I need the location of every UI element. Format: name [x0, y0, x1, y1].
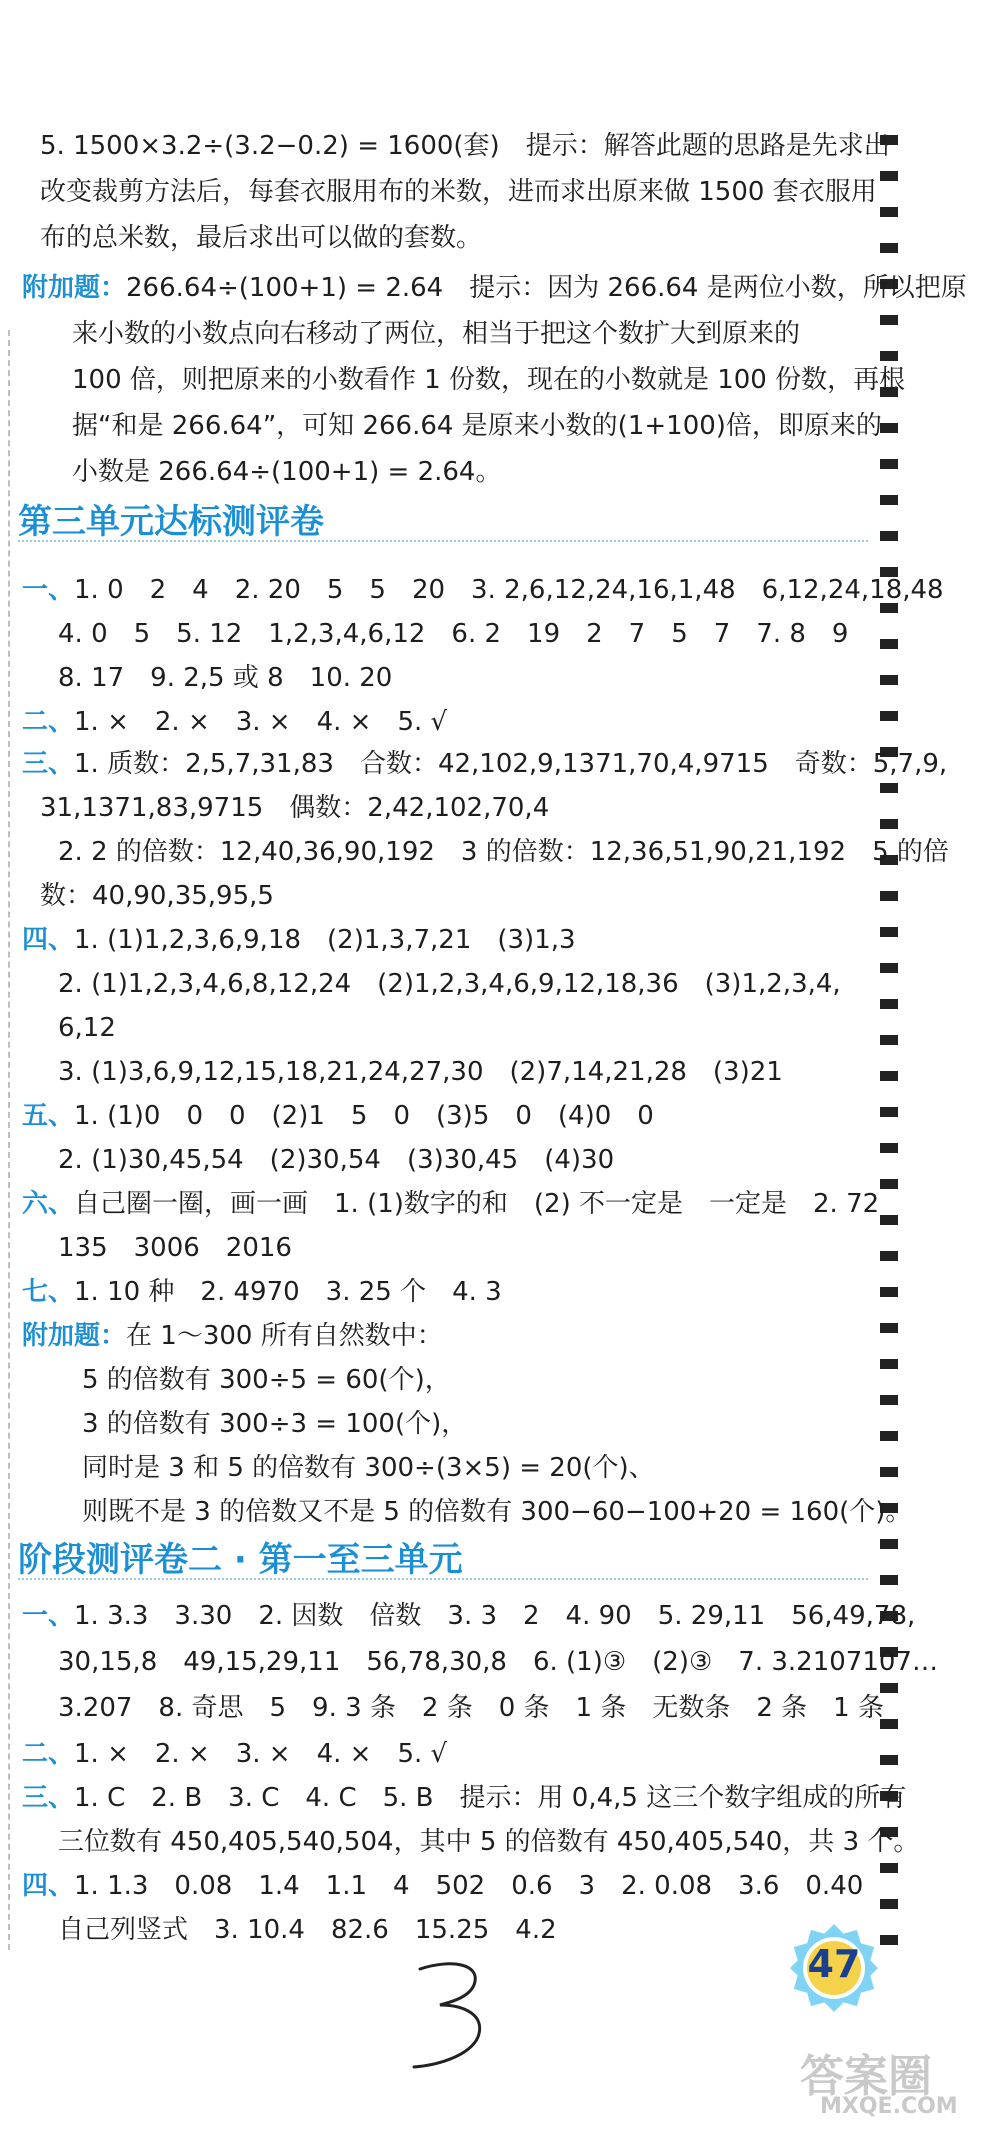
question-row [22, 574, 944, 606]
answer-line: 数：40,90,35,95,5 [40, 881, 274, 911]
binding-bar [880, 819, 898, 829]
binding-bar [880, 675, 898, 685]
answer-line: 2. (1)30,45,54 (2)30,54 (3)30,45 (4)30 [58, 1145, 615, 1175]
answer-line: 则既不是 3 的倍数又不是 5 的倍数有 300−60−100+20 = 160(个)。 [82, 1497, 912, 1527]
bonus-row [22, 272, 967, 304]
question-row [22, 748, 947, 780]
binding-bar [880, 1179, 898, 1189]
answer-line: 5. 1500×3.2÷(3.2−0.2) = 1600(套) 提示：解答此题的思路是先求出 [40, 131, 890, 161]
margin-dashed-line [8, 330, 10, 1950]
answer-line: 据“和是 266.64”，可知 266.64 是原来小数的(1+100)倍，即原来的 [72, 411, 882, 441]
watermark-logo: 答案圈 [800, 2051, 932, 2102]
answer-text: 1. (1)0 0 0 (2)1 5 0 (3)5 0 (4)0 0 [74, 1101, 654, 1131]
binding-bar [880, 1935, 898, 1945]
question-row [22, 1276, 502, 1308]
question-label: 七、 [22, 1277, 75, 1307]
binding-bar [880, 963, 898, 973]
answer-line: 三位数有 450,405,540,504，其中 5 的倍数有 450,405,540，共 3 个。 [58, 1827, 920, 1857]
binding-bar [880, 639, 898, 649]
binding-bar [880, 315, 898, 325]
question-row [22, 1782, 906, 1814]
answer-line: 135 3006 2016 [58, 1233, 292, 1263]
question-row [22, 1870, 863, 1902]
binding-bar [880, 459, 898, 469]
answer-line: 6,12 [58, 1013, 116, 1043]
binding-bar [880, 351, 898, 361]
bonus-label: 附加题： [22, 1321, 127, 1351]
answer-line: 31,1371,83,9715 偶数：2,42,102,70,4 [40, 793, 550, 823]
answer-line: 5 的倍数有 300÷5 = 60(个)， [82, 1365, 451, 1395]
question-label: 一、 [22, 1601, 75, 1631]
binding-bar [880, 1251, 898, 1261]
binding-bar [880, 1215, 898, 1225]
page-number: 47 [807, 1942, 861, 1986]
question-label: 六、 [22, 1189, 75, 1219]
question-label: 四、 [22, 1871, 75, 1901]
answer-text: 1. 质数：2,5,7,31,83 合数：42,102,9,1371,70,4,9715 奇数：5,7,9, [74, 749, 948, 779]
question-label: 二、 [22, 707, 75, 737]
binding-bar [880, 1467, 898, 1477]
binding-bar [880, 1359, 898, 1369]
binding-bar [880, 1539, 898, 1549]
answer-text: 1. 3.3 3.30 2. 因数 倍数 3. 3 2 4. 90 5. 29,11 56,49,78, [74, 1601, 916, 1631]
question-row [22, 1738, 447, 1770]
answer-text: 1. × 2. × 3. × 4. × 5. √ [74, 707, 448, 737]
answer-text: 自己圈一圈，画一画 1. (1)数字的和 (2) 不一定是 一定是 2. 72 [74, 1189, 880, 1219]
section-divider [18, 540, 868, 542]
binding-bar [880, 171, 898, 181]
binding-bar [880, 927, 898, 937]
binding-bar [880, 1863, 898, 1873]
binding-bar [880, 1287, 898, 1297]
answer-text: 1. 0 2 4 2. 20 5 5 20 3. 2,6,12,24,16,1,48 6,12,24,18,48 [74, 575, 944, 605]
answer-text: 1. (1)1,2,3,6,9,18 (2)1,3,7,21 (3)1,3 [74, 925, 576, 955]
binding-bar [880, 783, 898, 793]
binding-bar [880, 243, 898, 253]
question-label: 三、 [22, 749, 75, 779]
binding-bar [880, 711, 898, 721]
answer-line: 2. 2 的倍数：12,40,36,90,192 3 的倍数：12,36,51,90,21,192 5 的倍 [58, 837, 949, 867]
question-label: 二、 [22, 1739, 75, 1769]
question-label: 五、 [22, 1101, 75, 1131]
question-row [22, 706, 447, 738]
page-number-badge [786, 1920, 882, 2016]
binding-bar [880, 891, 898, 901]
bonus-label: 附加题： [22, 273, 127, 303]
answer-text: 266.64÷(100+1) = 2.64 提示：因为 266.64 是两位小数，所以把原 [126, 273, 967, 303]
answer-line: 4. 0 5 5. 12 1,2,3,4,6,12 6. 2 19 2 7 5 7 7. 8 9 [58, 619, 849, 649]
section-title-unit3: 第三单元达标测评卷 [18, 502, 324, 542]
answer-line: 小数是 266.64÷(100+1) = 2.64。 [72, 457, 502, 487]
question-label: 四、 [22, 925, 75, 955]
binding-bar [880, 1107, 898, 1117]
binding-bar [880, 1035, 898, 1045]
answer-text: 在 1～300 所有自然数中： [126, 1321, 443, 1351]
binding-bar [880, 1755, 898, 1765]
question-row [22, 1600, 915, 1632]
binding-bar [880, 1143, 898, 1153]
binding-bar [880, 1431, 898, 1441]
binding-bar [880, 999, 898, 1009]
binding-bar [880, 1323, 898, 1333]
question-row [22, 1188, 879, 1220]
answer-line: 改变裁剪方法后，每套衣服用布的米数，进而求出原来做 1500 套衣服用 [40, 177, 877, 207]
answer-text: 1. 1.3 0.08 1.4 1.1 4 502 0.6 3 2. 0.08 3.6 0.40 [74, 1871, 864, 1901]
answer-line: 8. 17 9. 2,5 或 8 10. 20 [58, 663, 393, 693]
answer-text: 1. 10 种 2. 4970 3. 25 个 4. 3 [74, 1277, 502, 1307]
binding-bar [880, 423, 898, 433]
binding-bar [880, 1575, 898, 1585]
section-divider [18, 1578, 868, 1580]
question-label: 三、 [22, 1783, 75, 1813]
answer-line: 3 的倍数有 300÷3 = 100(个)， [82, 1409, 468, 1439]
answer-line: 布的总米数，最后求出可以做的套数。 [40, 223, 483, 253]
watermark-url: MXQE.COM [820, 2094, 958, 2119]
question-row [22, 924, 576, 956]
question-label: 一、 [22, 575, 75, 605]
answer-line: 3.207 8. 奇思 5 9. 3 条 2 条 0 条 1 条 无数条 2 条 1 条 [58, 1693, 884, 1723]
binding-bar [880, 531, 898, 541]
answer-line: 同时是 3 和 5 的倍数有 300÷(3×5) = 20(个)、 [82, 1453, 655, 1483]
answer-line: 自己列竖式 3. 10.4 82.6 15.25 4.2 [58, 1915, 557, 1945]
binding-bar [880, 495, 898, 505]
bonus-row [22, 1320, 443, 1352]
binding-bar [880, 1395, 898, 1405]
binding-bar [880, 1071, 898, 1081]
section-title-stage-test: 阶段测评卷二 · 第一至三单元 [18, 1540, 463, 1580]
answer-line: 2. (1)1,2,3,4,6,8,12,24 (2)1,2,3,4,6,9,12,18,36 (3)1,2,3,4, [58, 969, 841, 999]
handwritten-mark [400, 1955, 510, 2079]
binding-bar [880, 1899, 898, 1909]
answer-line: 来小数的小数点向右移动了两位，相当于把这个数扩大到原来的 [72, 319, 801, 349]
answer-line: 100 倍，则把原来的小数看作 1 份数，现在的小数就是 100 份数，再根 [72, 365, 906, 395]
answer-text: 1. × 2. × 3. × 4. × 5. √ [74, 1739, 448, 1769]
answer-text: 1. C 2. B 3. C 4. C 5. B 提示：用 0,4,5 这三个数字组成的所有 [74, 1783, 907, 1813]
binding-bar [880, 207, 898, 217]
question-row [22, 1100, 654, 1132]
answer-line: 3. (1)3,6,9,12,15,18,21,24,27,30 (2)7,14,21,28 (3)21 [58, 1057, 783, 1087]
answer-line: 30,15,8 49,15,29,11 56,78,30,8 6. (1)③ (2)③ 7. 3.2107107… [58, 1647, 938, 1677]
